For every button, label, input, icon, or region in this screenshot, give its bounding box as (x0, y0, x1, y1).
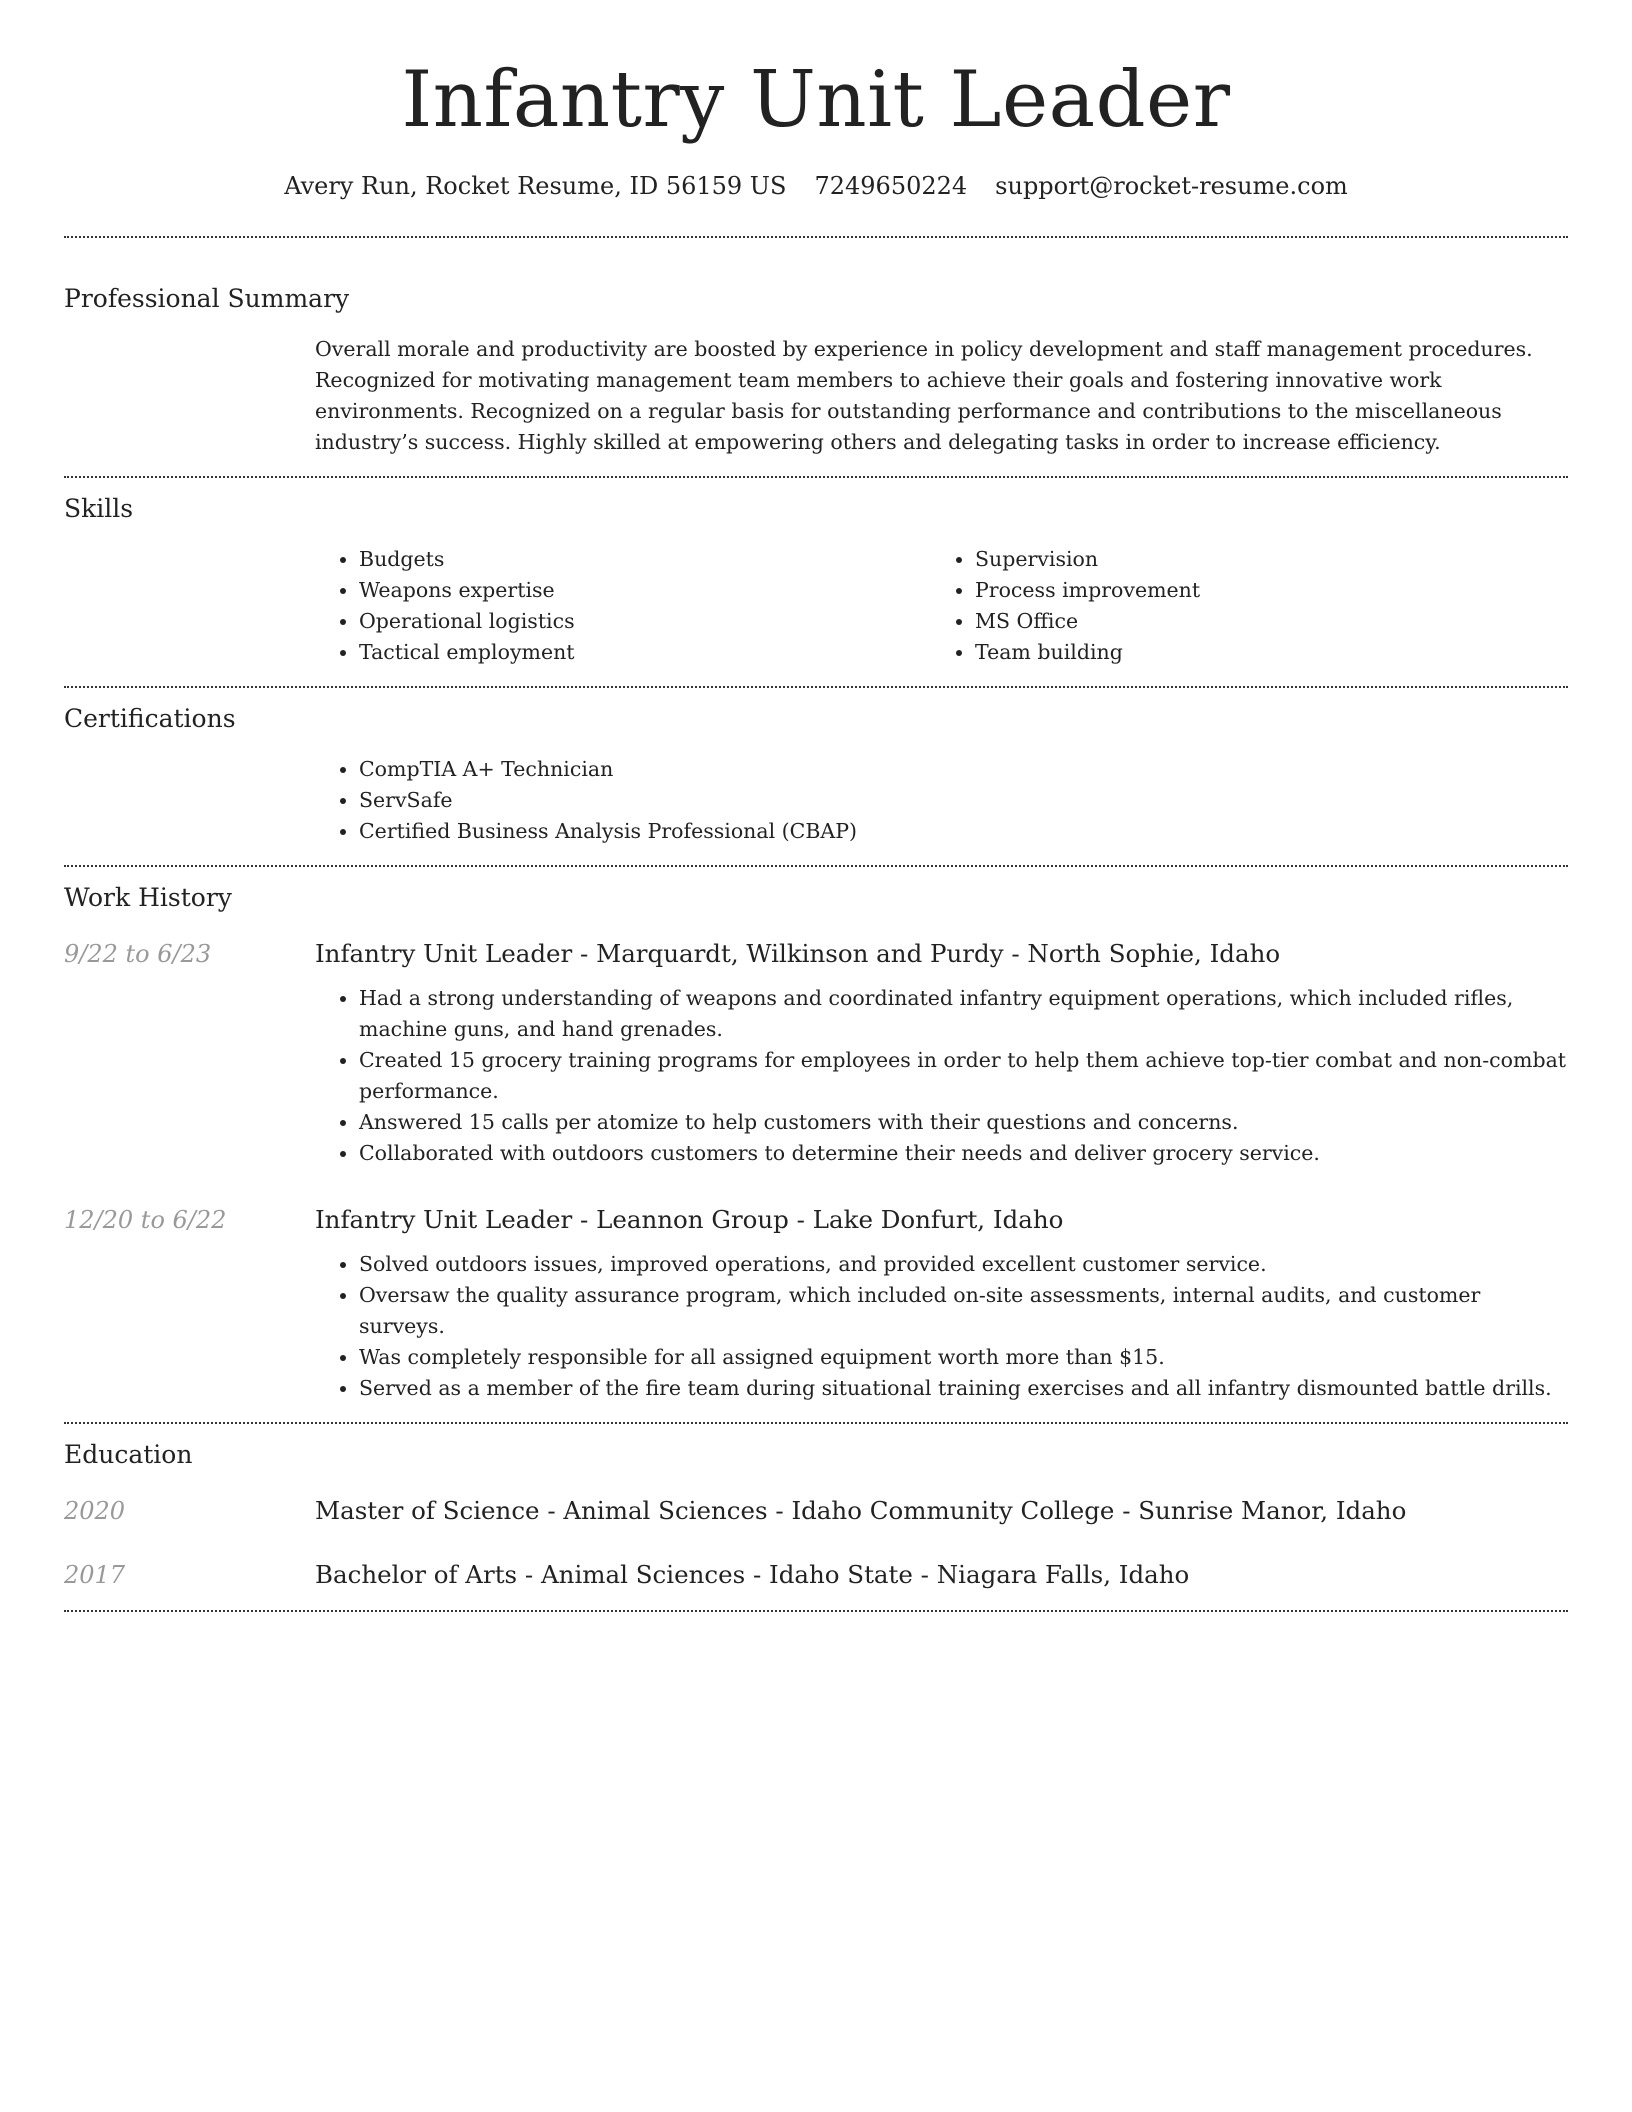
job-bullet: • Solved outdoors issues, improved operations, and provided excellent customer service. (359, 1249, 1568, 1280)
job-dates: 9/22 to 6/23 (64, 940, 212, 968)
contact-email[interactable]: support@rocket-resume.com (995, 172, 1348, 200)
job-bullet: • Had a strong understanding of weapons and coordinated infantry equipment operations, which included rifles, machine guns, and hand grenades. (359, 983, 1568, 1045)
job-bullet: • Oversaw the quality assurance program, which included on-site assessments, internal audits, and customer surveys. (359, 1280, 1568, 1342)
summary-text: Overall morale and productivity are boosted by experience in policy development and staff management procedures. Recognized for motivating management team members to achieve their goals and fostering innovative work environments. Recognized on a regular basis for outstanding performance and contributions to the miscellaneous industry’s success. Highly skilled at empowering others and delegating tasks in order to increase efficiency. (315, 337, 1533, 454)
work-history-section (64, 867, 1568, 1422)
education-degree: Bachelor of Arts - Animal Sciences - Idaho State - Niagara Falls, Idaho (315, 1560, 1190, 1589)
job-bullet: • Collaborated with outdoors customers to determine their needs and deliver grocery service. (359, 1138, 1568, 1169)
education-year: 2017 (64, 1561, 126, 1589)
skill-item: • Tactical employment (359, 637, 931, 668)
job-details (315, 1203, 1568, 1404)
contact-phone: 7249650224 (814, 172, 968, 200)
job-details (315, 937, 1568, 1169)
skills-column-left (315, 544, 931, 668)
skill-item: • Supervision (975, 544, 1547, 575)
skill-item: • Process improvement (975, 575, 1547, 606)
skill-item: • MS Office (975, 606, 1547, 637)
section-divider (64, 1610, 1568, 1612)
education-year: 2020 (64, 1497, 126, 1525)
education-details (315, 1558, 1568, 1592)
certifications-section (64, 688, 1568, 865)
education-section (64, 1424, 1568, 1610)
skill-item: • Team building (975, 637, 1547, 668)
job-bullet: • Created 15 grocery training programs for employees in order to help them achieve top-tier combat and non-combat performance. (359, 1045, 1568, 1107)
job-entry (64, 937, 1568, 1169)
certification-item: • ServSafe (359, 785, 1568, 816)
section-title-skills: Skills (64, 494, 134, 523)
certifications-list (315, 754, 1568, 847)
education-entry (64, 1494, 1568, 1528)
section-title-education: Education (64, 1440, 193, 1469)
job-title: Infantry Unit Leader - Marquardt, Wilkinson and Purdy - North Sophie, Idaho (315, 939, 1281, 968)
skill-item: • Budgets (359, 544, 931, 575)
job-bullet: • Served as a member of the fire team during situational training exercises and all infantry dismounted battle drills. (359, 1373, 1568, 1404)
job-dates: 12/20 to 6/22 (64, 1206, 227, 1234)
job-bullet: • Was completely responsible for all assigned equipment worth more than $15. (359, 1342, 1568, 1373)
education-entry (64, 1558, 1568, 1592)
certification-item: • Certified Business Analysis Professional (CBAP) (359, 816, 1568, 847)
contact-address: Avery Run, Rocket Resume, ID 56159 US (284, 172, 787, 200)
education-details (315, 1494, 1568, 1528)
skills-column-right (931, 544, 1547, 668)
skill-item: • Weapons expertise (359, 575, 931, 606)
skills-grid (315, 544, 1568, 668)
job-title: Infantry Unit Leader - Leannon Group - Lake Donfurt, Idaho (315, 1205, 1064, 1234)
candidate-name: Infantry Unit Leader (401, 55, 1231, 145)
job-entry (64, 1203, 1568, 1404)
certification-item: • CompTIA A+ Technician (359, 754, 1568, 785)
skill-item: • Operational logistics (359, 606, 931, 637)
section-title-work-history: Work History (64, 883, 232, 912)
skills-section (64, 478, 1568, 686)
resume-header (64, 0, 1568, 202)
section-title-certifications: Certifications (64, 704, 236, 733)
section-title-summary: Professional Summary (64, 284, 350, 313)
education-degree: Master of Science - Animal Sciences - Idaho Community College - Sunrise Manor, Idaho (315, 1496, 1407, 1525)
professional-summary-section (64, 238, 1568, 476)
job-bullet: • Answered 15 calls per atomize to help customers with their questions and concerns. (359, 1107, 1568, 1138)
contact-line (64, 170, 1568, 202)
